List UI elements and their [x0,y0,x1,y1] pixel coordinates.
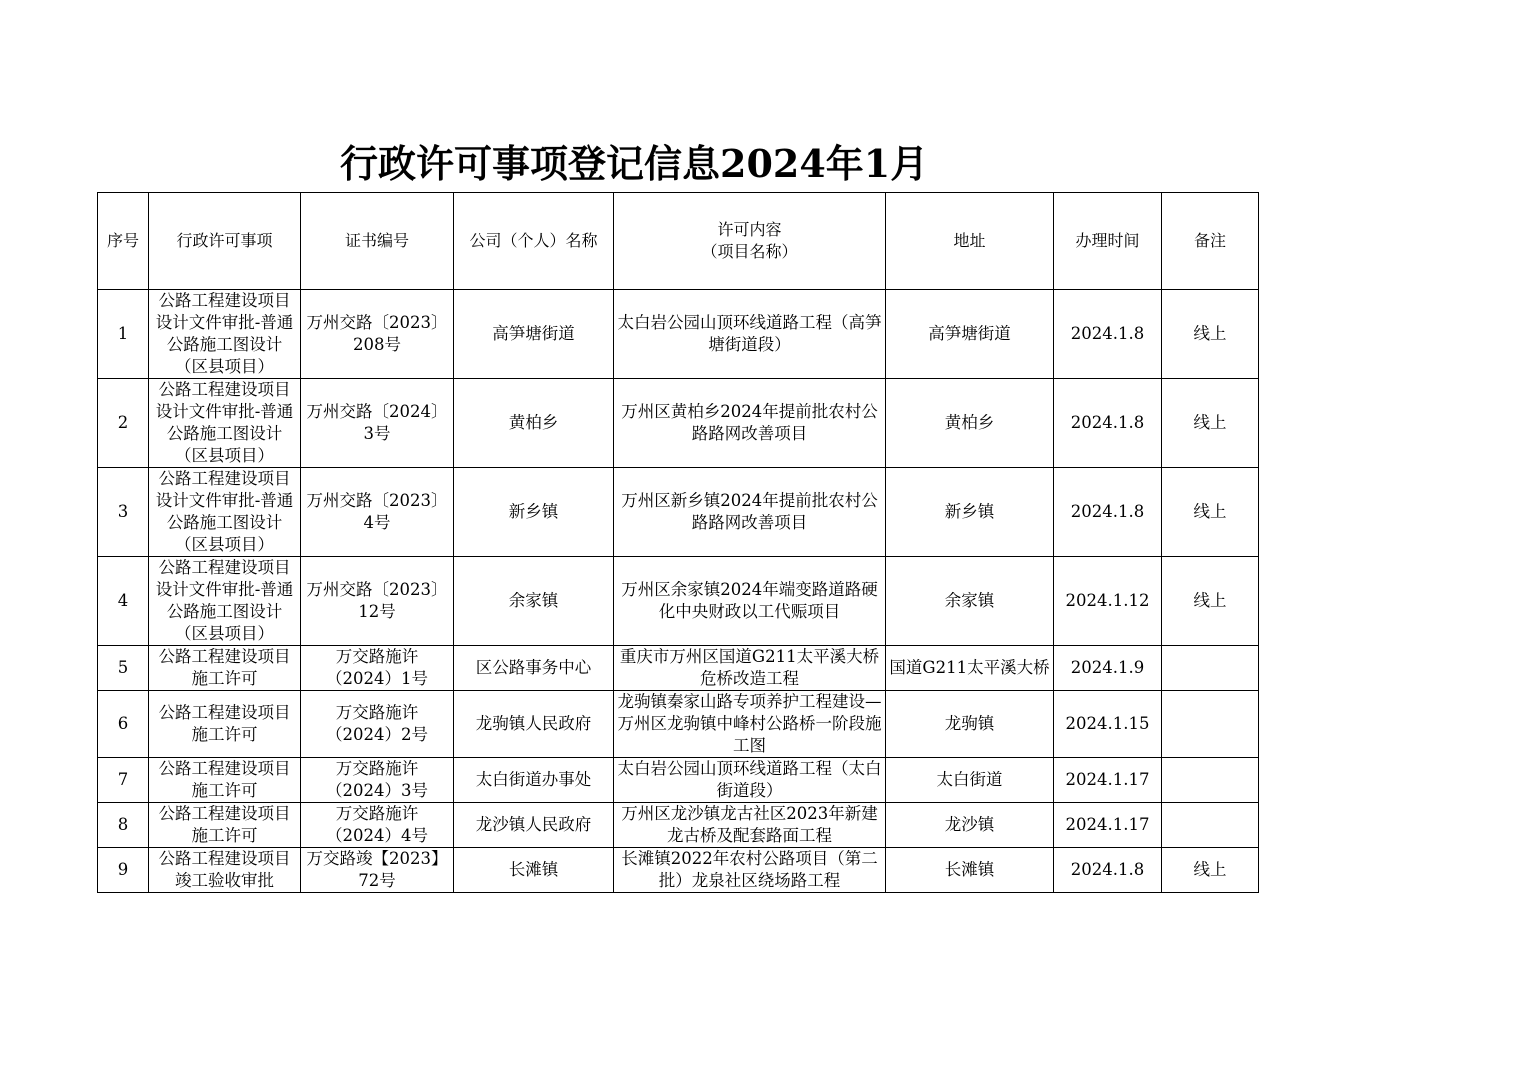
cell-address: 高笋塘街道 [886,290,1054,379]
table-row [98,691,1259,758]
cell-company: 太白街道办事处 [454,758,614,803]
cell-address: 太白街道 [886,758,1054,803]
cell-company: 龙沙镇人民政府 [454,803,614,848]
cell-company: 黄柏乡 [454,379,614,468]
cell-company: 龙驹镇人民政府 [454,691,614,758]
cell-index: 3 [98,468,149,557]
cell-remark: 线上 [1162,468,1259,557]
cell-remark: 线上 [1162,290,1259,379]
cell-content: 龙驹镇秦家山路专项养护工程建设—万州区龙驹镇中峰村公路桥一阶段施工图 [614,691,886,758]
cell-index: 1 [98,290,149,379]
cell-permit-item: 公路工程建设项目施工许可 [149,691,301,758]
cell-certificate-no: 万交路施许（2024）4号 [301,803,454,848]
cell-date: 2024.1.8 [1054,379,1162,468]
cell-content: 万州区黄柏乡2024年提前批农村公路路网改善项目 [614,379,886,468]
header-cell: 证书编号 [301,193,454,290]
cell-date: 2024.1.17 [1054,803,1162,848]
table-row [98,290,1259,379]
cell-content: 万州区龙沙镇龙古社区2023年新建龙古桥及配套路面工程 [614,803,886,848]
cell-certificate-no: 万交路竣【2023】72号 [301,848,454,893]
cell-date: 2024.1.8 [1054,848,1162,893]
cell-date: 2024.1.8 [1054,290,1162,379]
cell-date: 2024.1.8 [1054,468,1162,557]
cell-company: 长滩镇 [454,848,614,893]
cell-address: 余家镇 [886,557,1054,646]
cell-certificate-no: 万交路施许（2024）1号 [301,646,454,691]
cell-permit-item: 公路工程建设项目竣工验收审批 [149,848,301,893]
cell-index: 5 [98,646,149,691]
header-cell: 地址 [886,193,1054,290]
table-row [98,557,1259,646]
header-cell: 备注 [1162,193,1259,290]
cell-address: 新乡镇 [886,468,1054,557]
cell-date: 2024.1.17 [1054,758,1162,803]
cell-remark: 线上 [1162,557,1259,646]
cell-address: 黄柏乡 [886,379,1054,468]
table-row [98,758,1259,803]
cell-permit-item: 公路工程建设项目设计文件审批-普通公路施工图设计（区县项目） [149,468,301,557]
cell-permit-item: 公路工程建设项目设计文件审批-普通公路施工图设计（区县项目） [149,290,301,379]
cell-address: 国道G211太平溪大桥 [886,646,1054,691]
table-row [98,468,1259,557]
cell-permit-item: 公路工程建设项目施工许可 [149,803,301,848]
table-row [98,646,1259,691]
cell-certificate-no: 万州交路〔2023〕12号 [301,557,454,646]
cell-index: 2 [98,379,149,468]
permit-table [97,192,1259,893]
table-row [98,848,1259,893]
cell-permit-item: 公路工程建设项目设计文件审批-普通公路施工图设计（区县项目） [149,379,301,468]
cell-content: 万州区新乡镇2024年提前批农村公路路网改善项目 [614,468,886,557]
cell-index: 8 [98,803,149,848]
cell-date: 2024.1.12 [1054,557,1162,646]
cell-certificate-no: 万交路施许（2024）2号 [301,691,454,758]
cell-index: 4 [98,557,149,646]
cell-content: 太白岩公园山顶环线道路工程（太白街道段） [614,758,886,803]
cell-permit-item: 公路工程建设项目设计文件审批-普通公路施工图设计（区县项目） [149,557,301,646]
cell-date: 2024.1.9 [1054,646,1162,691]
cell-permit-item: 公路工程建设项目施工许可 [149,758,301,803]
cell-address: 龙驹镇 [886,691,1054,758]
cell-company: 区公路事务中心 [454,646,614,691]
cell-certificate-no: 万州交路〔2023〕208号 [301,290,454,379]
cell-date: 2024.1.15 [1054,691,1162,758]
cell-company: 新乡镇 [454,468,614,557]
cell-remark: 线上 [1162,848,1259,893]
cell-content: 重庆市万州区国道G211太平溪大桥危桥改造工程 [614,646,886,691]
header-cell: 许可内容 （项目名称） [614,193,886,290]
cell-remark [1162,758,1259,803]
table-row [98,803,1259,848]
cell-certificate-no: 万州交路〔2024〕3号 [301,379,454,468]
header-cell: 办理时间 [1054,193,1162,290]
cell-index: 7 [98,758,149,803]
cell-content: 太白岩公园山顶环线道路工程（高笋塘街道段） [614,290,886,379]
cell-remark: 线上 [1162,379,1259,468]
cell-company: 余家镇 [454,557,614,646]
cell-certificate-no: 万州交路〔2023〕4号 [301,468,454,557]
table-row [98,379,1259,468]
cell-index: 9 [98,848,149,893]
cell-company: 高笋塘街道 [454,290,614,379]
header-cell: 行政许可事项 [149,193,301,290]
cell-content: 万州区余家镇2024年端变路道路硬化中央财政以工代赈项目 [614,557,886,646]
cell-index: 6 [98,691,149,758]
cell-address: 龙沙镇 [886,803,1054,848]
cell-remark [1162,646,1259,691]
table-header-row [98,193,1259,290]
cell-certificate-no: 万交路施许（2024）3号 [301,758,454,803]
cell-remark [1162,691,1259,758]
header-cell: 公司（个人）名称 [454,193,614,290]
page-title: 行政许可事项登记信息2024年1月 [340,141,929,186]
header-cell: 序号 [98,193,149,290]
cell-content: 长滩镇2022年农村公路项目（第二批）龙泉社区绕场路工程 [614,848,886,893]
cell-address: 长滩镇 [886,848,1054,893]
cell-remark [1162,803,1259,848]
cell-permit-item: 公路工程建设项目施工许可 [149,646,301,691]
